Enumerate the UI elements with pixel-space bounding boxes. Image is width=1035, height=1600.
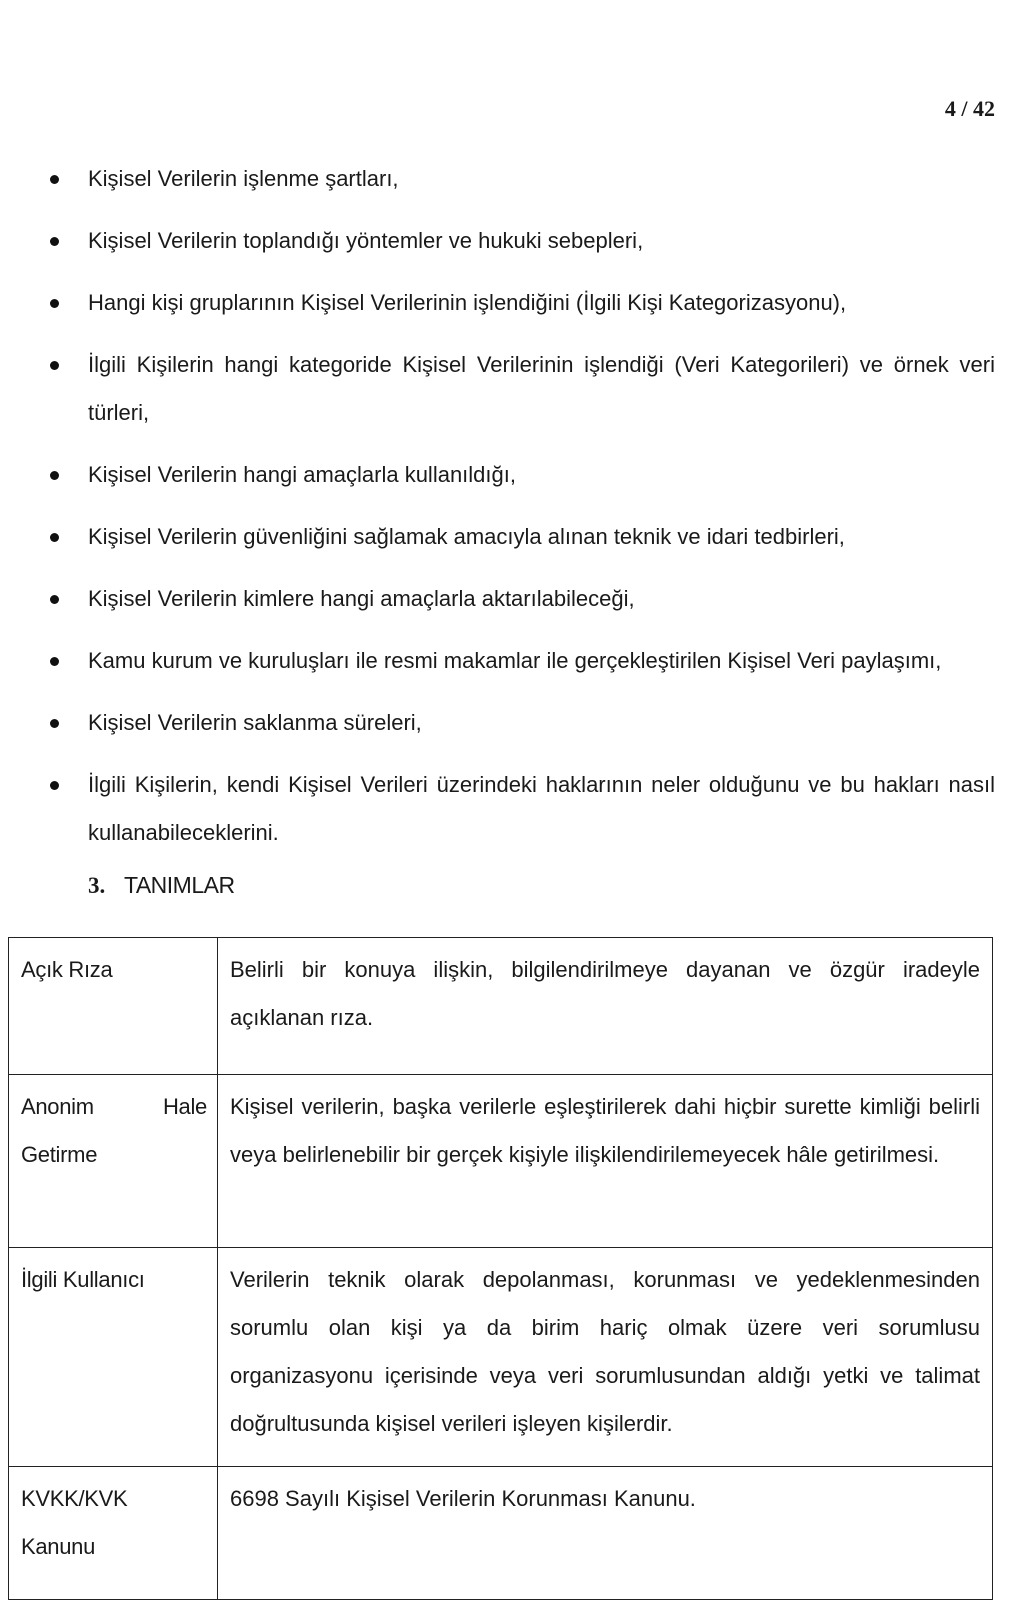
list-item [48, 155, 995, 203]
definition-description: Belirli bir konuya ilişkin, bilgilendirilmeye dayanan ve özgür iradeyle açıklanan rıza. [218, 938, 993, 1075]
definition-term: Açık Rıza [9, 938, 218, 1075]
table-row [9, 1248, 993, 1467]
bullet-list [48, 155, 995, 871]
list-item-text: Kişisel Verilerin işlenme şartları, [88, 166, 399, 191]
definition-term: İlgili Kullanıcı [9, 1248, 218, 1467]
section-heading [88, 872, 235, 899]
definition-description: 6698 Sayılı Kişisel Verilerin Korunması Kanunu. [218, 1467, 993, 1600]
bullet-icon [50, 657, 59, 666]
list-item [48, 451, 995, 499]
bullet-icon [50, 175, 59, 184]
definitions-table [8, 937, 993, 1600]
bullet-icon [50, 533, 59, 542]
table-row [9, 1467, 993, 1600]
list-item [48, 279, 995, 327]
list-item-text: Kişisel Verilerin güvenliğini sağlamak amacıyla alınan teknik ve idari tedbirleri, [88, 524, 845, 549]
list-item [48, 217, 995, 265]
table-row [9, 938, 993, 1075]
list-item-text: Kişisel Verilerin hangi amaçlarla kullanıldığı, [88, 462, 516, 487]
list-item [48, 341, 995, 437]
list-item [48, 699, 995, 747]
bullet-icon [50, 595, 59, 604]
bullet-icon [50, 471, 59, 480]
bullet-icon [50, 781, 59, 790]
list-item [48, 513, 995, 561]
table-row [9, 1075, 993, 1248]
list-item [48, 575, 995, 623]
list-item [48, 761, 995, 857]
definition-term: KVKK/KVK Kanunu [9, 1467, 218, 1600]
section-number: 3. [88, 873, 106, 898]
list-item-text: İlgili Kişilerin, kendi Kişisel Verileri üzerindeki haklarının neler olduğunu ve bu hakları nasıl kullanabileceklerini. [88, 772, 995, 845]
section-title: TANIMLAR [124, 872, 235, 898]
list-item-text: İlgili Kişilerin hangi kategoride Kişisel Verilerinin işlendiği (Veri Kategorileri) ve örnek veri türleri, [88, 352, 995, 425]
list-item-text: Kişisel Verilerin toplandığı yöntemler ve hukuki sebepleri, [88, 228, 644, 253]
bullet-icon [50, 299, 59, 308]
definition-description: Kişisel verilerin, başka verilerle eşleştirilerek dahi hiçbir surette kimliği belirli veya belirlenebilir bir gerçek kişiyle ilişkilendirilemeyecek hâle getirilmesi. [218, 1075, 993, 1248]
page-number: 4 / 42 [944, 96, 995, 121]
bullet-icon [50, 361, 59, 370]
list-item-text: Kamu kurum ve kuruluşları ile resmi makamlar ile gerçekleştirilen Kişisel Veri paylaşımı, [88, 648, 942, 673]
bullet-icon [50, 237, 59, 246]
list-item-text: Kişisel Verilerin saklanma süreleri, [88, 710, 422, 735]
definition-description: Verilerin teknik olarak depolanması, korunması ve yedeklenmesinden sorumlu olan kişi ya da birim hariç olmak üzere veri sorumlusu organizasyonu içerisinde veya veri sorumlusundan aldığı yetki ve talimat doğrultusunda kişisel verileri işleyen kişilerdir. [218, 1248, 993, 1467]
definition-term: Anonim Hale Getirme [9, 1075, 218, 1248]
list-item-text: Hangi kişi gruplarının Kişisel Verilerinin işlendiğini (İlgili Kişi Kategorizasyonu), [88, 290, 847, 315]
bullet-icon [50, 719, 59, 728]
list-item-text: Kişisel Verilerin kimlere hangi amaçlarla aktarılabileceği, [88, 586, 635, 611]
list-item [48, 637, 995, 685]
